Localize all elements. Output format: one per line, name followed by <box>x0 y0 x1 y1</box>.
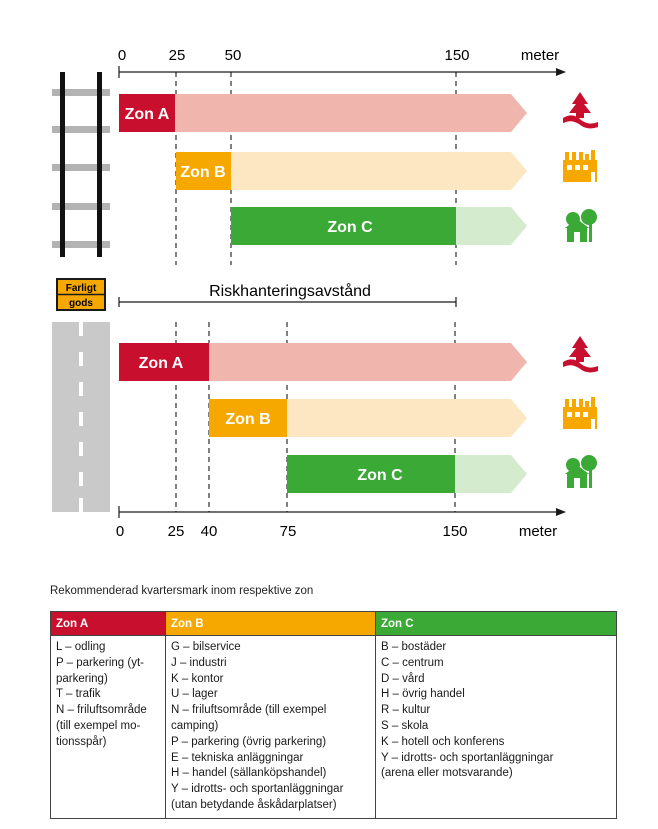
rail-zone-c-label: Zon C <box>327 219 373 236</box>
road-tick-25: 25 <box>167 523 185 540</box>
road-tick-0: 0 <box>115 523 125 540</box>
rail-axis-unit: meter <box>520 47 560 64</box>
list-item: D – vård <box>381 672 425 685</box>
railway-track <box>52 72 110 257</box>
road <box>52 322 110 512</box>
zon-a-list <box>56 640 160 751</box>
list-item: T – trafik <box>56 688 101 701</box>
rail-tick-25: 25 <box>168 47 186 64</box>
list-item: U – lager <box>171 688 218 701</box>
zon-a-land-use <box>51 636 166 819</box>
industry-icon <box>563 150 597 182</box>
rail-tick-0: 0 <box>117 47 127 64</box>
list-item: tionsspår) <box>56 735 107 748</box>
list-item: C – centrum <box>381 656 444 669</box>
nature-icon <box>563 92 598 128</box>
road-axis <box>116 506 566 540</box>
list-item: Y – idrotts- och sportanläggningar <box>171 783 344 796</box>
list-item: (utan betydande åskådarplatser) <box>171 798 337 811</box>
list-item: E – tekniska anläggningar <box>171 751 304 764</box>
industry-icon <box>563 397 597 429</box>
road-zone-c <box>287 455 527 493</box>
list-item: B – bostäder <box>381 641 447 653</box>
list-item: camping) <box>171 719 219 732</box>
nature-icon <box>563 336 598 372</box>
housing-icon <box>565 455 597 488</box>
list-item: G – bilservice <box>171 641 241 653</box>
list-item: K – kontor <box>171 672 224 685</box>
road-zone-a-label: Zon A <box>138 355 184 372</box>
list-item: L – odling <box>56 641 106 653</box>
rail-tick-50: 50 <box>224 47 242 64</box>
list-item: H – handel (sällanköpshandel) <box>171 767 327 780</box>
riskhantering-range <box>119 282 456 307</box>
road-axis-unit: meter <box>518 523 558 540</box>
rail-tick-150: 150 <box>444 47 470 64</box>
header-zon-c: Zon C <box>376 612 617 636</box>
rail-zone-b-label: Zon B <box>180 164 226 181</box>
rail-zone-b <box>176 152 527 190</box>
list-item: (arena eller motsvarande) <box>381 767 513 780</box>
road-zone-c-label: Zon C <box>357 467 403 484</box>
road-tick-40: 40 <box>200 523 218 540</box>
rail-axis <box>118 47 566 78</box>
road-zone-b-label: Zon B <box>225 411 271 428</box>
road-tick-150: 150 <box>442 523 468 540</box>
list-item: P – parkering (övrig parkering) <box>171 735 327 748</box>
rail-zone-a <box>119 94 527 132</box>
rail-zone-a-label: Zon A <box>124 106 170 123</box>
list-item: K – hotell och konferens <box>381 735 505 748</box>
zon-c-list <box>381 640 611 782</box>
list-item: R – kultur <box>381 704 431 717</box>
table-caption: Rekommenderad kvartersmark inom respektive zon <box>50 585 314 597</box>
list-item: P – parkering (yt- <box>56 656 144 669</box>
riskhantering-label: Riskhanteringsavstånd <box>209 283 371 300</box>
list-item: N – friluftsområde (till exempel <box>171 704 327 717</box>
list-item: H – övrig handel <box>381 688 465 701</box>
list-item: parkering) <box>56 672 108 685</box>
list-item: S – skola <box>381 719 429 732</box>
farligt-gods-sign <box>57 279 105 310</box>
list-item: J – industri <box>171 656 227 669</box>
zon-b-land-use <box>166 636 376 819</box>
list-item: Y – idrotts- och sportanläggningar <box>381 751 554 764</box>
housing-icon <box>565 209 597 242</box>
sign-line-1: Farligt <box>65 283 97 294</box>
road-zone-a <box>119 343 527 381</box>
road-zone-b <box>209 399 527 437</box>
header-zon-a: Zon A <box>51 612 166 636</box>
sign-line-2: gods <box>69 298 93 309</box>
rail-zone-c <box>231 207 527 245</box>
list-item: N – friluftsområde <box>56 704 147 717</box>
zone-land-use-table <box>50 611 617 819</box>
zon-b-list <box>171 640 370 814</box>
header-zon-b: Zon B <box>166 612 376 636</box>
road-tick-75: 75 <box>279 523 297 540</box>
list-item: (till exempel mo- <box>56 719 141 732</box>
zon-c-land-use <box>376 636 617 819</box>
